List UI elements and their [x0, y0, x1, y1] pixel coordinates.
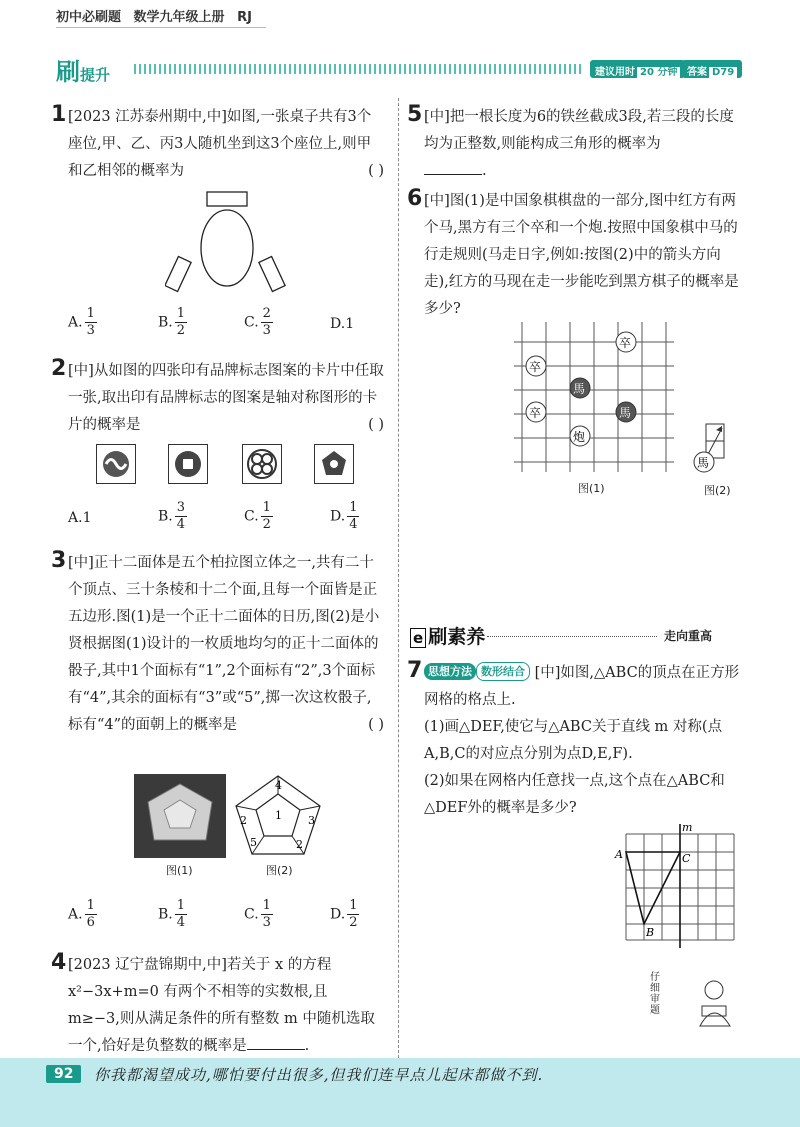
- option-b[interactable]: B. $\frac{1}{4}$: [158, 898, 186, 930]
- answer-paren: ( ): [368, 163, 384, 179]
- question-text: [中]正十二面体是五个柏拉图立体之一,共有二十个顶点、三十条棱和十二个面,且每一个面皆是正五边形.图(1)是一个正十二面体的日历,图(2)是小贤根据图(1)设计的一枚质地均匀的正十二面体的骰子,其中1个面标有“1”,2个面标有“2”,3个面标有“4”,其余的面标有“3”或“5”,掷一次这枚骰子,标有“4”的面朝上的概率是: [68, 555, 380, 733]
- question-part-1: (1)画△DEF,使它与△ABC关于直线 m 对称(点A,B,C的对应点分别为点D,E,F).: [424, 719, 723, 762]
- question-7: [407, 658, 740, 822]
- dice-label-2a: 2: [240, 814, 247, 827]
- question-text: [中]把一根长度为6的铁丝截成3段,若三段的长度均为正整数,则能构成三角形的概率为: [424, 109, 734, 152]
- header-book-title: [56, 6, 252, 25]
- svg-text:馬: 馬: [619, 406, 632, 420]
- page-number: 92: [46, 1065, 81, 1083]
- dice-net-figure: [230, 772, 326, 860]
- flower-logo-icon: [315, 445, 353, 483]
- method-pill-2: 数形结合: [476, 662, 530, 681]
- answer-tag: [682, 60, 742, 78]
- answer-blank[interactable]: [424, 161, 482, 175]
- dice-label-2b: 2: [296, 838, 303, 851]
- grid-figure: [612, 820, 752, 950]
- q6-fig2-label: 图(2): [704, 484, 731, 497]
- question-text: [中]从如图的四张印有品牌标志图案的卡片中任取一张,取出印有品牌标志的图案是轴对称图形的卡片的概率是: [68, 363, 384, 433]
- q6-fig1-label: 图(1): [578, 482, 605, 495]
- question-intro: [中]如图,△ABC的顶点在正方形网格的格点上.: [424, 665, 740, 708]
- answer-paren: ( ): [368, 717, 384, 733]
- svg-text:卒: 卒: [529, 360, 542, 374]
- chessboard-figure: [514, 322, 674, 472]
- question-1: [51, 102, 384, 185]
- option-d[interactable]: D. $\frac{1}{4}$: [330, 500, 358, 532]
- brand-card-4: [314, 444, 354, 484]
- brand-main: 刷: [56, 58, 80, 86]
- reading-figure-icon: [690, 976, 740, 1032]
- label-b: B: [646, 926, 655, 939]
- answer-tag-value: D79: [709, 67, 737, 78]
- answer-paren: ( ): [368, 417, 384, 433]
- svg-text:馬: 馬: [573, 382, 586, 396]
- question-3: [51, 548, 384, 739]
- brand-sub: 提升: [80, 66, 111, 84]
- horse-move-figure: [686, 422, 734, 478]
- zu-piece-2: [526, 356, 546, 376]
- dice-label-1: 1: [275, 809, 282, 822]
- question-number: 1: [51, 102, 67, 127]
- svg-text:炮: 炮: [573, 430, 586, 444]
- q3-fig1-label: 图(1): [166, 864, 193, 877]
- brand-card-3: [242, 444, 282, 484]
- question-6: [407, 186, 740, 323]
- dice-label-5: 5: [250, 836, 257, 849]
- question-number: 5: [407, 102, 423, 127]
- answer-blank[interactable]: [247, 1036, 305, 1050]
- label-a: A: [615, 848, 623, 861]
- option-a[interactable]: A. $\frac{1}{3}$: [68, 306, 95, 338]
- question-part-2: (2)如果在网格内任意找一点,这个点在△ABC和△DEF外的概率是多少?: [424, 773, 725, 816]
- brand-card-2: [168, 444, 208, 484]
- ma-piece-example: [694, 452, 714, 472]
- section-2-right: 走向重高: [664, 629, 713, 643]
- book-name: 初中必刷题: [56, 10, 122, 25]
- seat-top: [207, 192, 247, 206]
- side-note: 仔细审题: [650, 972, 660, 1016]
- question-text: [2023 江苏泰州期中,中]如图,一张桌子共有3个座位,甲、乙、丙3人随机坐到这3个座位上,则甲和乙相邻的概率为: [68, 109, 372, 179]
- section-2-label: 刷素养: [428, 626, 486, 648]
- question-number: 6: [407, 186, 423, 211]
- question-number: 7: [407, 658, 423, 683]
- dice-label-3: 3: [308, 814, 315, 827]
- zu-piece-3: [526, 402, 546, 422]
- option-c[interactable]: C. $\frac{2}{3}$: [244, 306, 271, 338]
- dotted-bar: [134, 64, 582, 74]
- option-a[interactable]: A.1: [68, 510, 92, 526]
- header-rule: [56, 27, 266, 28]
- ma-piece-red-1: [570, 378, 590, 398]
- option-c[interactable]: C. $\frac{1}{2}$: [244, 500, 271, 532]
- table-ellipse: [201, 210, 253, 286]
- coin-logo-icon: [169, 445, 207, 483]
- dodecahedron-photo: [134, 774, 226, 858]
- ma-piece-red-2: [616, 402, 636, 422]
- option-d[interactable]: D.1: [330, 316, 355, 332]
- question-number: 3: [51, 548, 67, 573]
- option-b[interactable]: B. $\frac{1}{2}$: [158, 306, 186, 338]
- question-text: [中]图(1)是中国象棋棋盘的一部分,图中红方有两个马,黑方有三个卒和一个炮.按照中国象棋中马的行走规则(马走日字,例如:按图(2)中的箭头方向走),红方的马现在走一步能吃到黑方棋子的概率是多少?: [424, 193, 739, 317]
- question-number: 4: [51, 950, 67, 975]
- table-figure: [165, 188, 290, 298]
- brand-card-1: [96, 444, 136, 484]
- time-tag: [590, 60, 685, 78]
- subject-name: 数学九年级上册: [133, 10, 225, 25]
- question-text: [2023 辽宁盘锦期中,中]若关于 x 的方程 x²−3x+m=0 有两个不相等的实数根,且 m≥−3,则从满足条件的所有整数 m 中随机选取一个,恰好是负整数的概率是: [68, 957, 375, 1054]
- section-brand: [56, 52, 110, 87]
- question-number: 2: [51, 356, 67, 381]
- option-a[interactable]: A. $\frac{1}{6}$: [68, 898, 95, 930]
- question-2: [51, 356, 384, 439]
- question-4: 4 [2023 辽宁盘锦期中,中]若关于 x 的方程 x²−3x+m=0 有两个不相等的实数根,且 m≥−3,则从满足条件的所有整数 m 中随机选取一个,恰好是负整数的概率是 .: [51, 950, 375, 1054]
- footer-motto: 你我都渴望成功,哪怕要付出很多,但我们连早点儿起床都做不到.: [94, 1066, 544, 1084]
- question-5: 5 [中]把一根长度为6的铁丝截成3段,若三段的长度均为正整数,则能构成三角形的概率为 .: [407, 102, 734, 179]
- svg-text:馬: 馬: [697, 456, 710, 470]
- option-c[interactable]: C. $\frac{1}{3}$: [244, 898, 271, 930]
- svg-text:卒: 卒: [529, 406, 542, 420]
- q3-fig2-label: 图(2): [266, 864, 293, 877]
- clover-logo-icon: [243, 445, 281, 483]
- section-2-title: [410, 622, 485, 649]
- label-m: m: [682, 821, 693, 834]
- option-b[interactable]: B. $\frac{3}{4}$: [158, 500, 186, 532]
- answer-tag-label: 答案: [687, 67, 707, 78]
- zu-piece-1: [616, 332, 636, 352]
- swirl-logo-icon: [97, 445, 135, 483]
- seat-left: [165, 257, 191, 292]
- column-divider: [398, 98, 399, 1058]
- time-tag-value: 20 分钟: [637, 67, 680, 78]
- seat-right: [259, 257, 285, 292]
- section-icon: e: [410, 628, 426, 648]
- label-c: C: [682, 852, 691, 865]
- time-tag-label: 建议用时: [595, 67, 635, 78]
- method-pill: 思想方法: [424, 663, 476, 680]
- dice-label-4: 4: [275, 779, 282, 792]
- pao-piece: [570, 426, 590, 446]
- svg-text:卒: 卒: [619, 336, 632, 350]
- option-d[interactable]: D. $\frac{1}{2}$: [330, 898, 358, 930]
- section-2-dotted-line: [487, 636, 657, 637]
- edition: RJ: [237, 10, 252, 25]
